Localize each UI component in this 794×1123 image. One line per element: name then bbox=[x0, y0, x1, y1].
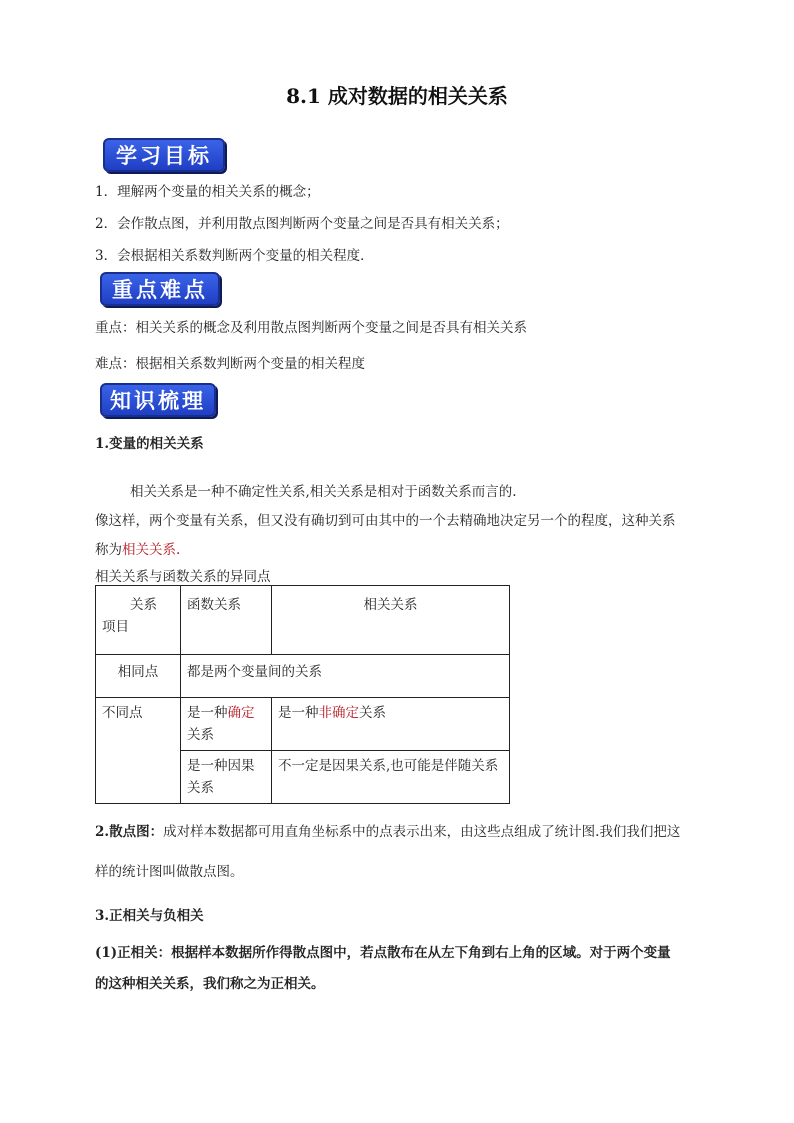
page-title: 8.1 成对数据的相关关系 bbox=[286, 84, 508, 108]
section3-line2: 的这种相关关系，我们称之为正相关。 bbox=[95, 976, 325, 992]
corr-row1-suffix: 关系 bbox=[359, 705, 386, 721]
diag-header-cell bbox=[96, 586, 181, 655]
comparison-table bbox=[95, 585, 510, 804]
func-row2: 是一种因果关系 bbox=[181, 751, 272, 804]
header-corr: 相关关系 bbox=[272, 586, 510, 655]
func-row1-term: 确定 bbox=[227, 705, 255, 721]
objective-1: 1．理解两个变量的相关关系的概念； bbox=[95, 184, 320, 200]
corr-row1-term: 非确定 bbox=[318, 705, 359, 721]
corr-row2: 不一定是因果关系,也可能是伴随关系 bbox=[272, 751, 510, 804]
header-func: 函数关系 bbox=[181, 586, 272, 655]
diag-bottom: 项目 bbox=[102, 619, 129, 635]
diag-top: 关系 bbox=[130, 597, 157, 613]
table-caption: 相关关系与函数关系的异同点 bbox=[95, 569, 271, 585]
section1-para2: 像这样，两个变量有关系，但又没有确切到可由其中的一个去精确地决定另一个的程度，这种关系 bbox=[95, 513, 676, 529]
section3-heading: 3.正相关与负相关 bbox=[95, 908, 204, 924]
diff-label: 不同点 bbox=[96, 698, 181, 804]
objective-3: 3．会根据相关系数判断两个变量的相关程度． bbox=[95, 248, 374, 264]
table-row bbox=[96, 698, 510, 751]
func-row1-prefix: 是一种 bbox=[187, 705, 228, 721]
objective-2: 2．会作散点图，并利用散点图判断两个变量之间是否具有相关关系； bbox=[95, 216, 509, 232]
corr-row1-prefix: 是一种 bbox=[278, 705, 319, 721]
para3-prefix: 称为 bbox=[95, 542, 122, 558]
table-row bbox=[96, 586, 510, 655]
key-points-badge: 重点难点 bbox=[100, 272, 220, 306]
same-label: 相同点 bbox=[96, 655, 181, 698]
section2-heading: 2.散点图： bbox=[95, 824, 164, 840]
section1-para3 bbox=[95, 538, 180, 558]
func-row1-suffix: 关系 bbox=[187, 727, 214, 743]
difficulty-line: 难点：根据相关系数判断两个变量的相关程度 bbox=[95, 356, 365, 372]
func-row1 bbox=[181, 698, 272, 751]
term-correlation: 相关关系 bbox=[122, 542, 176, 558]
same-value: 都是两个变量间的关系 bbox=[181, 655, 510, 698]
section2-line1 bbox=[95, 820, 680, 840]
corr-row1 bbox=[272, 698, 510, 751]
table-row bbox=[96, 655, 510, 698]
section2-line2: 样的统计图叫做散点图。 bbox=[95, 864, 244, 880]
objectives-badge: 学习目标 bbox=[103, 138, 225, 172]
section1-heading: 1.变量的相关关系 bbox=[95, 436, 204, 452]
section3-line1: (1)正相关：根据样本数据所作得散点图中，若点散布在从左下角到右上角的区域。对于两个变量 bbox=[95, 945, 671, 961]
section1-para1: 相关关系是一种不确定性关系,相关关系是相对于函数关系而言的. bbox=[130, 484, 517, 500]
para3-suffix: . bbox=[176, 542, 181, 558]
section2-text: 成对样本数据都可用直角坐标系中的点表示出来，由这些点组成了统计图.我们我们把这 bbox=[163, 824, 681, 840]
focus-line: 重点：相关关系的概念及利用散点图判断两个变量之间是否具有相关关系 bbox=[95, 320, 527, 336]
knowledge-badge: 知识梳理 bbox=[100, 383, 216, 417]
